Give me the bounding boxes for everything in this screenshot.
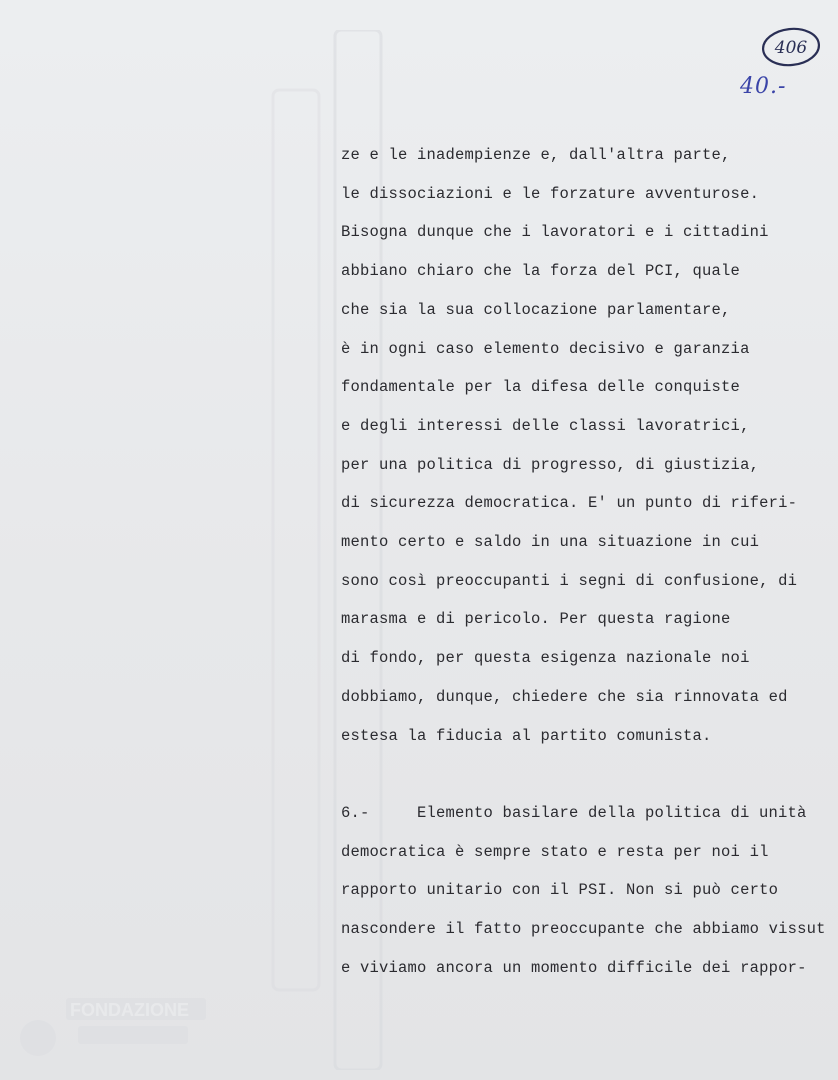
text-line: sono così preoccupanti i segni di confusione, di [341, 571, 798, 590]
paragraph-gap [341, 755, 838, 794]
foundation-logo [8, 990, 208, 1060]
text-line: Elemento basilare della politica di unità [417, 803, 807, 822]
text-line: abbiano chiaro che la forza del PCI, quale [341, 262, 741, 281]
text-line: fondamentale per la difesa delle conquiste [341, 378, 741, 397]
text-line: e viviamo ancora un momento difficile dei rappor- [341, 958, 807, 977]
paragraph-1 [341, 136, 838, 755]
text-line: le dissociazioni e le forzature avventurose. [341, 184, 760, 203]
text-line: che sia la sua collocazione parlamentare, [341, 300, 731, 319]
text-line: rapporto unitario con il PSI. Non si può certo [341, 881, 779, 900]
paragraph-2 [341, 794, 838, 988]
section-number: 6.- [341, 803, 370, 822]
text-line: mento certo e saldo in una situazione in cui [341, 533, 760, 552]
text-line: marasma e di pericolo. Per questa ragione [341, 610, 731, 629]
logo-text: FONDAZIONE [70, 1000, 189, 1020]
text-line: e degli interessi delle classi lavoratrici, [341, 416, 750, 435]
text-line: dobbiamo, dunque, chiedere che sia rinnovata ed [341, 687, 788, 706]
handwritten-page-number: 40.- [740, 74, 787, 99]
text-line: estesa la fiducia al partito comunista. [341, 726, 712, 745]
circled-page-stamp [760, 26, 822, 68]
text-line: Bisogna dunque che i lavoratori e i cittadini [341, 223, 769, 242]
section-first-line [341, 794, 838, 833]
text-line: di sicurezza democratica. E' un punto di riferi- [341, 494, 798, 513]
stamp-number: 406 [774, 38, 808, 58]
text-line: per una politica di progresso, di giustizia, [341, 455, 760, 474]
text-line: di fondo, per questa esigenza nazionale noi [341, 649, 750, 668]
typed-text [341, 136, 838, 987]
text-line: nascondere il fatto preoccupante che abbiamo vissut [341, 920, 826, 939]
text-line: ze e le inadempienze e, dall'altra parte, [341, 146, 731, 164]
text-line: democratica è sempre stato e resta per noi il [341, 842, 769, 861]
text-line: è in ogni caso elemento decisivo e garanzia [341, 339, 750, 358]
